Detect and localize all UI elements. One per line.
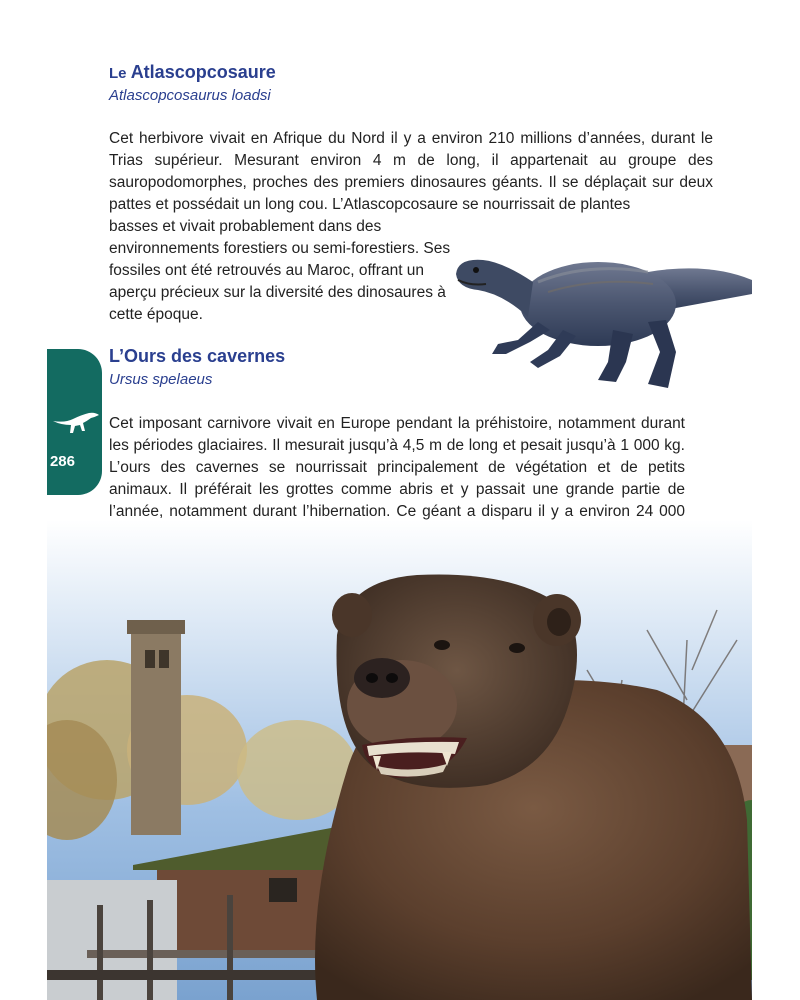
dinosaur-silhouette-icon <box>51 409 101 437</box>
atlascopcosaure-image <box>448 222 754 402</box>
atlascopcosaure-paragraph-continued: basses et vivait probablement dans des environnements forestiers ou semi-forestiers. Ses fossiles ont été retrouvés au Maroc, offrant un aperçu précieux sur la diversité des dinosaures à cette époque. <box>109 218 451 323</box>
title-prefix: L’ <box>109 346 125 366</box>
title-name: Ours des cavernes <box>124 346 286 366</box>
title-prefix: Le <box>109 65 131 82</box>
ours-des-cavernes-title <box>109 345 285 367</box>
page-tab <box>47 349 102 495</box>
page-number: 286 <box>49 453 75 470</box>
atlascopcosaure-scientific-name: Atlascopcosaurus loadsi <box>109 87 271 104</box>
cave-bear-photo <box>47 520 752 1000</box>
ours-des-cavernes-scientific-name: Ursus spelaeus <box>109 371 213 388</box>
atlascopcosaure-title <box>109 61 276 85</box>
title-name: Atlascopcosaure <box>130 62 276 82</box>
atlascopcosaure-paragraph: Cet herbivore vivait en Afrique du Nord il y a environ 210 millions d’années, durant le Trias supérieur. Mesurant environ 4 m de long, il appartenait au groupe des sauropodomorphes, proches des premiers dinosaures géants. Il se déplaçait sur deux pattes et possédait un long cou. L’Atlascopcosaure se nourrissait de plantes <box>109 130 713 213</box>
ours-des-cavernes-paragraph: Cet imposant carnivore vivait en Europe pendant la préhistoire, notamment durant les périodes glaciaires. Il mesurait jusqu’à 4,5 m de long et pesait jusqu’à 1 000 kg. L’ours des cavernes se nourrissait principalement de végétation et de petits animaux. Il préférait les grottes comme abris et y passait une grande partie de l’année, notamment durant l’hibernation. Ce géant a disparu il y a environ 24 000 <box>109 415 685 520</box>
